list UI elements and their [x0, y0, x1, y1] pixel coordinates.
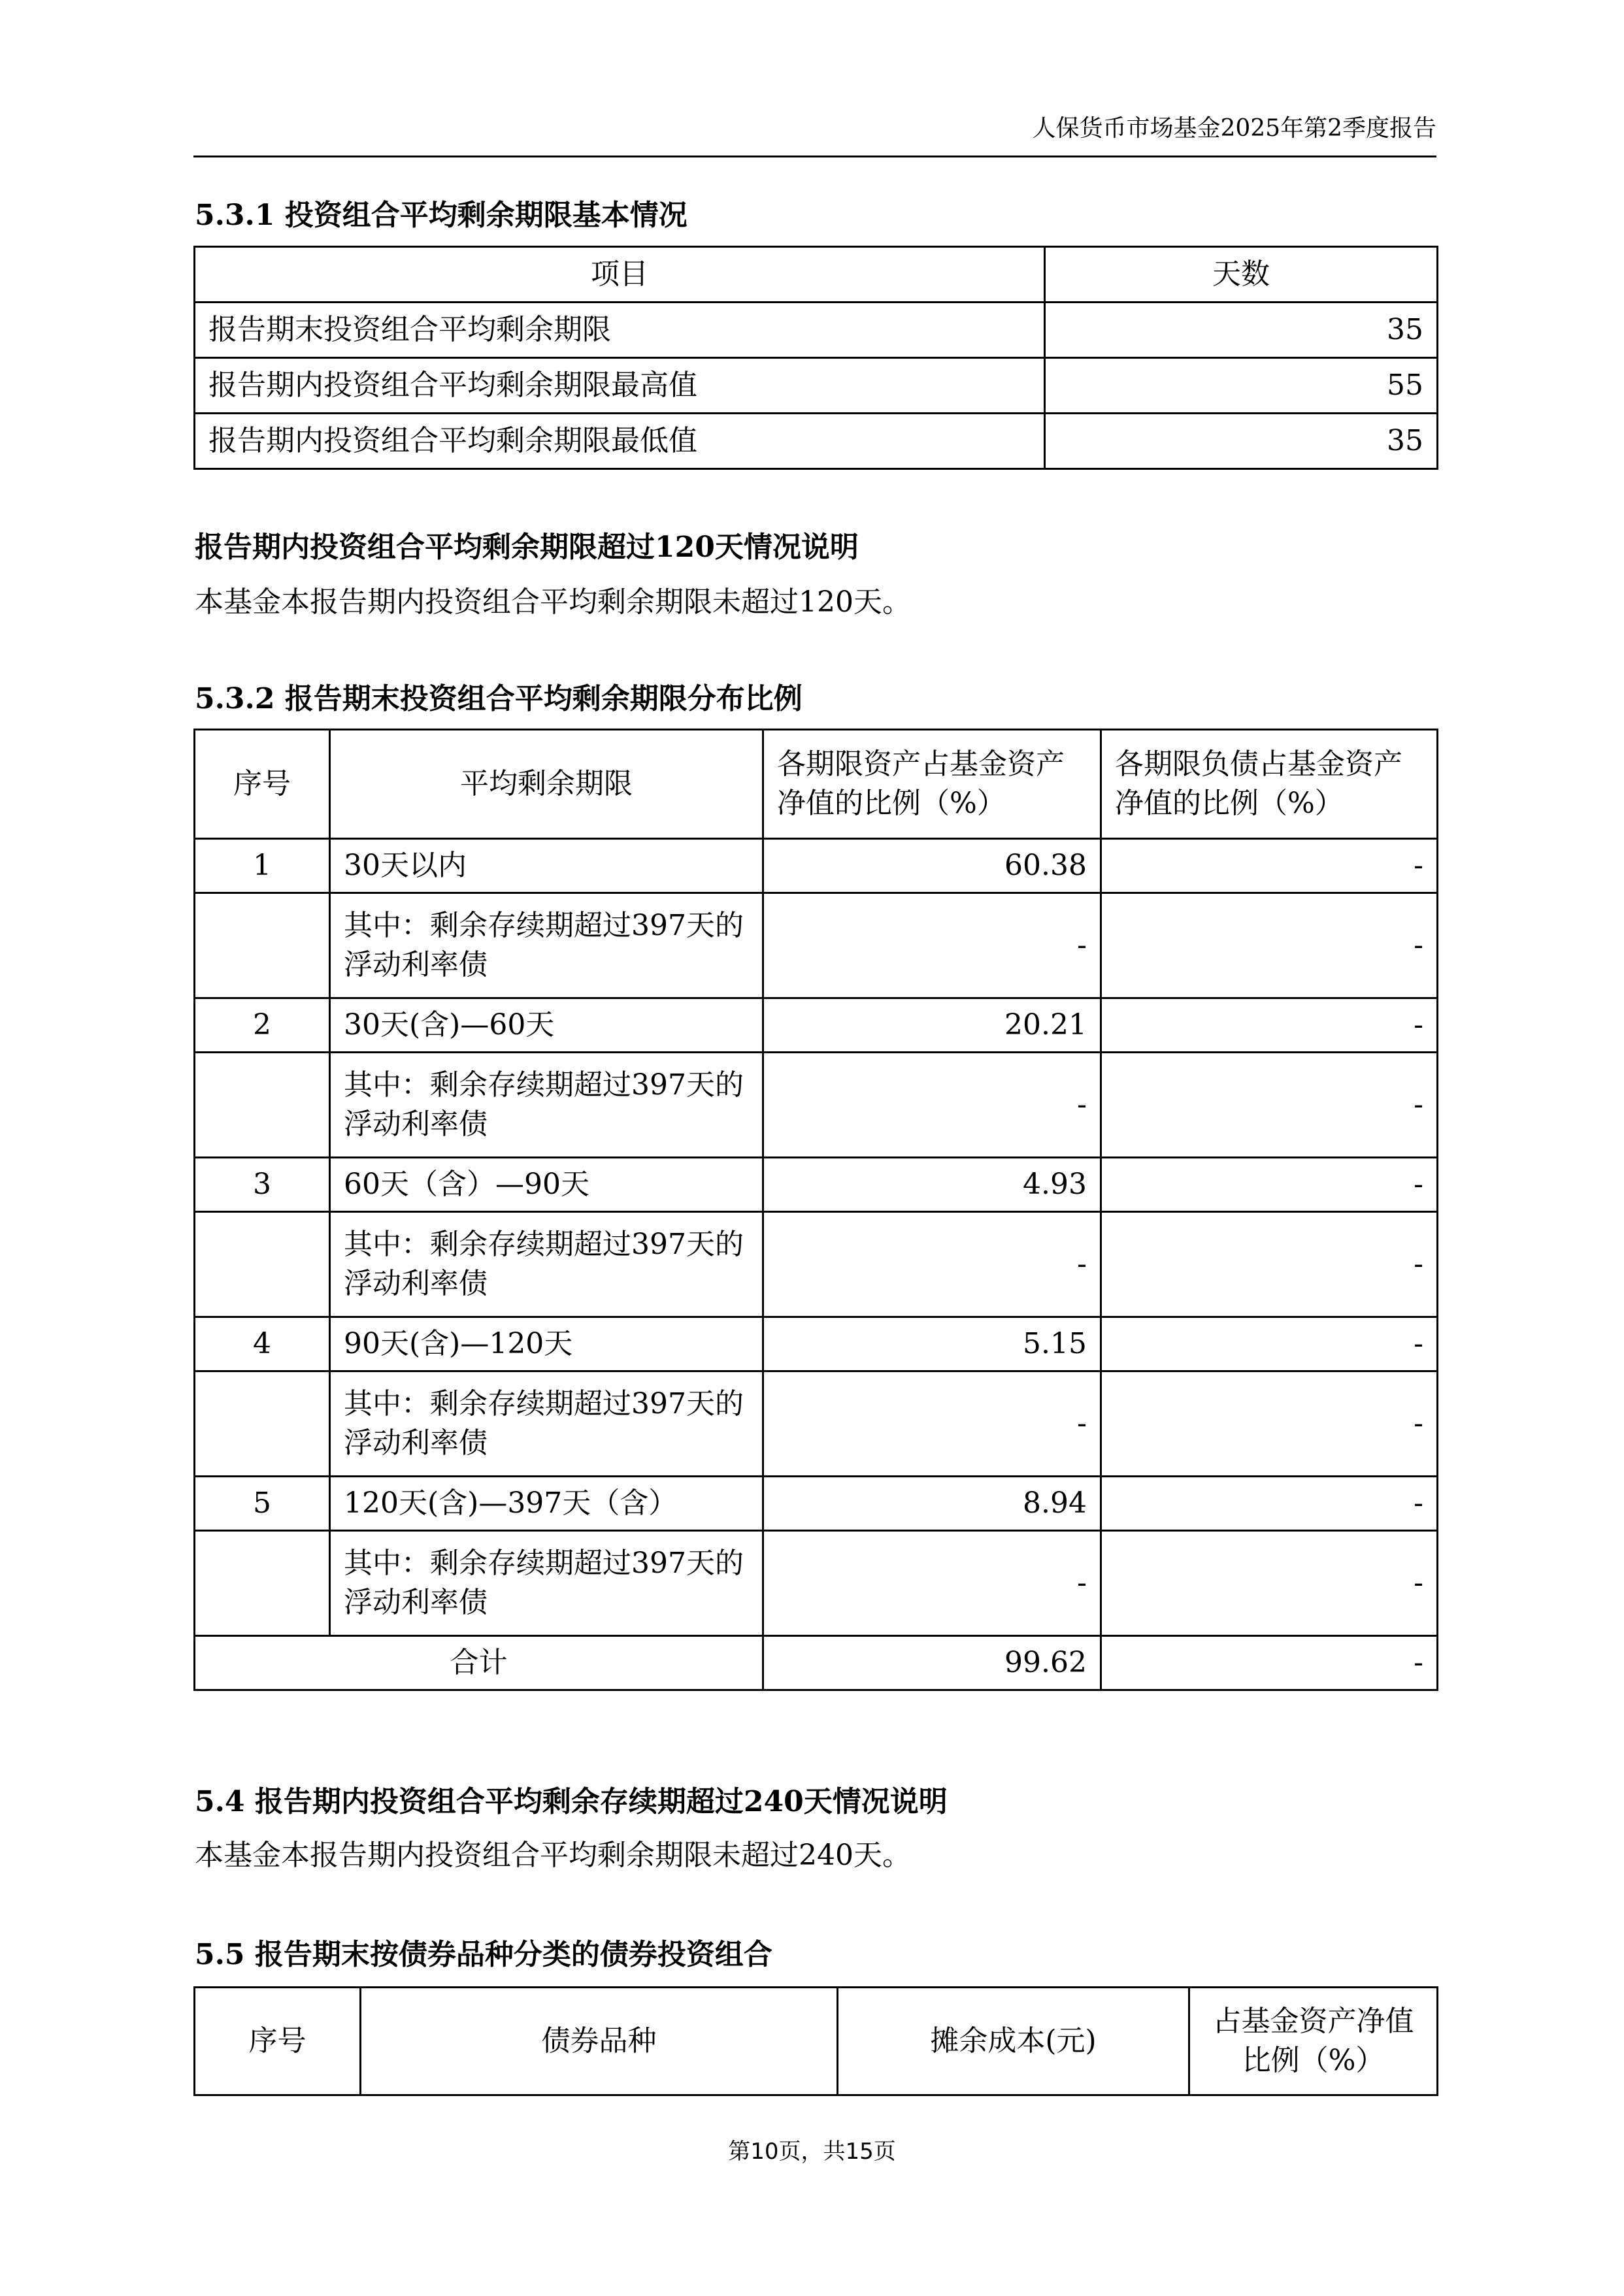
running-header-title: 人保货币市场基金2025年第2季度报告	[1032, 115, 1436, 142]
row-asset-ratio: -	[763, 1531, 1101, 1636]
column-header-no: 序号	[195, 1988, 361, 2095]
column-header-no: 序号	[195, 730, 330, 839]
column-header-nav-ratio: 占基金资产净值比例（%）	[1189, 1988, 1438, 2095]
table-row	[195, 414, 1438, 469]
row-term: 其中：剩余存续期超过397天的浮动利率债	[330, 1531, 763, 1636]
row-no	[195, 1212, 330, 1317]
column-header-term: 平均剩余期限	[330, 730, 763, 839]
term-distribution-table	[193, 729, 1438, 1691]
row-item-label: 报告期末投资组合平均剩余期限	[195, 303, 1045, 358]
row-no	[195, 1531, 330, 1636]
row-asset-ratio: -	[763, 893, 1101, 998]
section-531-heading: 5.3.1 投资组合平均剩余期限基本情况	[195, 199, 688, 232]
row-term: 其中：剩余存续期超过397天的浮动利率债	[330, 1371, 763, 1477]
row-asset-ratio: -	[763, 1371, 1101, 1477]
row-liability-ratio: -	[1101, 893, 1438, 998]
table-row	[195, 998, 1438, 1053]
column-header-asset-ratio: 各期限资产占基金资产净值的比例（%）	[763, 730, 1101, 839]
row-term: 90天(含)—120天	[330, 1317, 763, 1371]
row-term: 30天以内	[330, 839, 763, 893]
table-row	[195, 1477, 1438, 1531]
total-label: 合计	[195, 1636, 763, 1690]
row-liability-ratio: -	[1101, 839, 1438, 893]
table-row	[195, 358, 1438, 414]
table-header-row	[195, 730, 1438, 839]
row-days-value: 35	[1045, 414, 1438, 469]
row-liability-ratio: -	[1101, 1158, 1438, 1212]
row-no: 2	[195, 998, 330, 1053]
section-54-heading: 5.4 报告期内投资组合平均剩余存续期超过240天情况说明	[195, 1785, 948, 1818]
column-header-amortized-cost: 摊余成本(元)	[838, 1988, 1189, 2095]
row-term: 其中：剩余存续期超过397天的浮动利率债	[330, 1053, 763, 1158]
column-header-days: 天数	[1045, 247, 1438, 303]
total-asset-ratio: 99.62	[763, 1636, 1101, 1690]
row-asset-ratio: 8.94	[763, 1477, 1101, 1531]
row-liability-ratio: -	[1101, 1053, 1438, 1158]
table-total-row	[195, 1636, 1438, 1690]
section-55-heading: 5.5 报告期末按债券品种分类的债券投资组合	[195, 1938, 772, 1971]
row-liability-ratio: -	[1101, 1317, 1438, 1371]
row-term: 其中：剩余存续期超过397天的浮动利率债	[330, 893, 763, 998]
row-no	[195, 893, 330, 998]
row-liability-ratio: -	[1101, 1371, 1438, 1477]
row-asset-ratio: 20.21	[763, 998, 1101, 1053]
row-item-label: 报告期内投资组合平均剩余期限最高值	[195, 358, 1045, 414]
section-120-body: 本基金本报告期内投资组合平均剩余期限未超过120天。	[195, 585, 911, 619]
row-asset-ratio: 60.38	[763, 839, 1101, 893]
row-days-value: 55	[1045, 358, 1438, 414]
row-no: 4	[195, 1317, 330, 1371]
row-term: 120天(含)—397天（含）	[330, 1477, 763, 1531]
column-header-item: 项目	[195, 247, 1045, 303]
table-header-row	[195, 247, 1438, 303]
row-term: 60天（含）—90天	[330, 1158, 763, 1212]
page-indicator: 第10页，共15页	[728, 2139, 896, 2165]
row-asset-ratio: -	[763, 1053, 1101, 1158]
column-header-bond-type: 债券品种	[361, 1988, 838, 2095]
table-row	[195, 1371, 1438, 1477]
row-no	[195, 1053, 330, 1158]
row-no: 1	[195, 839, 330, 893]
row-days-value: 35	[1045, 303, 1438, 358]
table-row	[195, 1158, 1438, 1212]
row-no: 3	[195, 1158, 330, 1212]
table-row	[195, 303, 1438, 358]
row-asset-ratio: 4.93	[763, 1158, 1101, 1212]
row-no: 5	[195, 1477, 330, 1531]
table-row	[195, 1531, 1438, 1636]
table-row	[195, 839, 1438, 893]
table-row	[195, 1053, 1438, 1158]
total-liability-ratio: -	[1101, 1636, 1438, 1690]
avg-remaining-term-table	[193, 246, 1438, 470]
row-liability-ratio: -	[1101, 1531, 1438, 1636]
table-header-row	[195, 1988, 1438, 2095]
table-row	[195, 893, 1438, 998]
row-term: 30天(含)—60天	[330, 998, 763, 1053]
row-asset-ratio: 5.15	[763, 1317, 1101, 1371]
table-row	[195, 1212, 1438, 1317]
row-liability-ratio: -	[1101, 1212, 1438, 1317]
section-532-heading: 5.3.2 报告期末投资组合平均剩余期限分布比例	[195, 682, 803, 715]
row-asset-ratio: -	[763, 1212, 1101, 1317]
header-rule	[193, 156, 1436, 157]
row-liability-ratio: -	[1101, 998, 1438, 1053]
row-item-label: 报告期内投资组合平均剩余期限最低值	[195, 414, 1045, 469]
section-54-body: 本基金本报告期内投资组合平均剩余期限未超过240天。	[195, 1839, 911, 1872]
bond-portfolio-table	[193, 1986, 1438, 2096]
row-term: 其中：剩余存续期超过397天的浮动利率债	[330, 1212, 763, 1317]
row-liability-ratio: -	[1101, 1477, 1438, 1531]
column-header-liability-ratio: 各期限负债占基金资产净值的比例（%）	[1101, 730, 1438, 839]
table-row	[195, 1317, 1438, 1371]
section-120-heading: 报告期内投资组合平均剩余期限超过120天情况说明	[195, 531, 859, 564]
row-no	[195, 1371, 330, 1477]
